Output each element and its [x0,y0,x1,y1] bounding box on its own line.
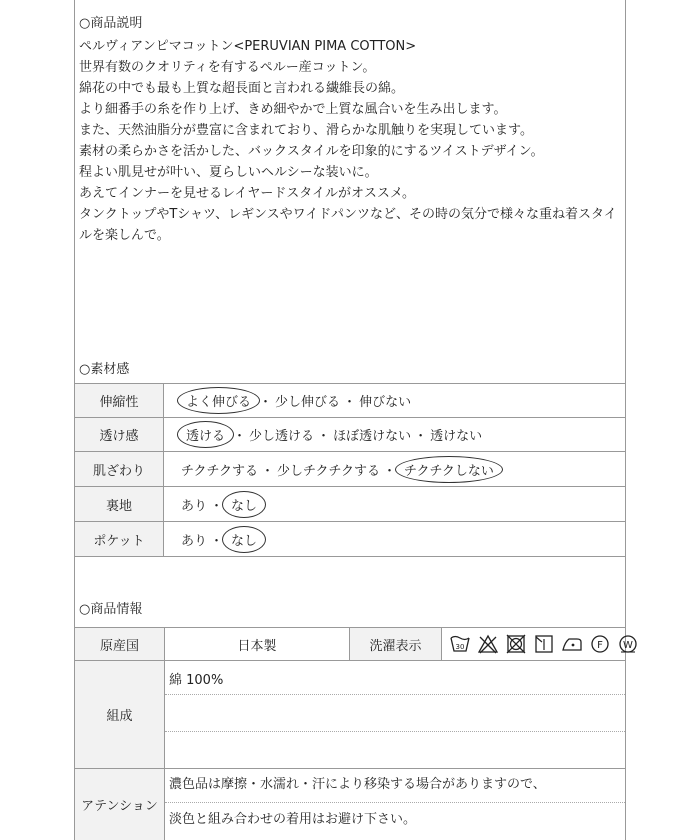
svg-text:30: 30 [455,643,465,651]
selected-option: 透ける [177,421,234,448]
wash-label: 洗濯表示 [350,628,441,660]
option-separator: ・ [210,498,224,514]
option-separator: ・ [382,463,396,479]
material-row-label: 裏地 [75,487,164,521]
material-row-label: 伸縮性 [75,384,164,417]
product-sheet [74,0,633,840]
option-separator: ・ [260,463,274,479]
attention-line: 淡色と組み合わせの着用はお避け下さい。 [169,811,417,827]
wet-clean-w-icon [617,634,639,654]
option: あり [181,498,208,514]
description-line: 世界有数のクオリティを有するペルー産コットン。 [79,60,376,75]
info-heading: ○商品情報 [79,602,143,617]
composition-label: 組成 [75,661,164,768]
description-body [79,36,624,246]
option: あり [181,533,208,549]
material-row-options [179,522,264,556]
line-dry-icon [533,634,555,654]
option: 少し透ける [249,429,315,444]
material-row-options [179,418,484,451]
option: 透けない [430,429,483,444]
origin-value: 日本製 [237,638,277,654]
option-separator: ・ [210,533,224,549]
material-heading: ○素材感 [79,362,130,377]
wash-tub-30-icon [449,634,471,654]
no-tumble-dry-icon [505,634,527,654]
care-symbols [449,634,639,654]
attention-line: 濃色品は摩擦・水濡れ・汗により移染する場合がありますので、 [169,776,546,792]
option-separator: ・ [233,429,247,444]
option: チクチクする [181,463,258,479]
description-line: また、天然油脂分が豊富に含まれており、滑らかな肌触りを実現しています。 [79,123,533,138]
description-line: 素材の柔らかさを活かした、バックスタイルを印象的にするツイストデザイン。 [79,144,544,159]
material-row-options [179,384,413,417]
material-row-label: 透け感 [75,418,164,451]
option: 少しチクチクする [276,463,380,479]
option: 伸びない [359,395,412,410]
description-line: より細番手の糸を作り上げ、きめ細やかで上質な風合いを生み出します。 [79,102,507,117]
iron-low-icon [561,634,583,654]
svg-text:W: W [623,640,633,651]
description-line: あえてインナーを見せるレイヤードスタイルがオススメ。 [79,186,416,201]
material-row [75,383,625,417]
option: ほぼ透けない [333,429,412,444]
material-row-label: 肌ざわり [75,452,164,486]
selected-option: よく伸びる [177,387,260,414]
selected-option: なし [222,526,266,553]
description-heading: ○商品説明 [79,16,143,31]
option-separator: ・ [317,429,331,444]
material-table-bottom [75,556,625,557]
selected-option: チクチクしない [395,456,503,483]
svg-text:F: F [597,640,603,651]
description-line: 程よい肌見せが叶い、夏らしいヘルシーな装いに。 [79,165,378,180]
description-line: ルを楽しんで。 [79,228,170,243]
origin-label: 原産国 [75,628,164,660]
attention-label: アテンション [75,769,164,840]
description-line: ペルヴィアンピマコットン<PERUVIAN PIMA COTTON> [79,39,417,54]
material-row-options [179,487,264,521]
material-row-options [179,452,501,486]
material-row [75,521,625,556]
selected-option: なし [222,491,266,518]
material-row [75,486,625,521]
description-line: 綿花の中でも最も上質な超長面と言われる繊維長の綿。 [79,81,405,96]
material-row-label: ポケット [75,522,164,556]
material-row [75,417,625,451]
option: 少し伸びる [275,395,341,410]
no-bleach-icon [477,634,499,654]
composition-value: 綿 100% [169,672,224,688]
option-separator: ・ [259,395,273,410]
material-row [75,451,625,486]
option-separator: ・ [343,395,357,410]
option-separator: ・ [414,429,428,444]
dry-clean-f-icon [589,634,611,654]
description-line: タンクトップやTシャツ、レギンスやワイドパンツなど、その時の気分で様々な重ね着スタイ [79,207,617,222]
